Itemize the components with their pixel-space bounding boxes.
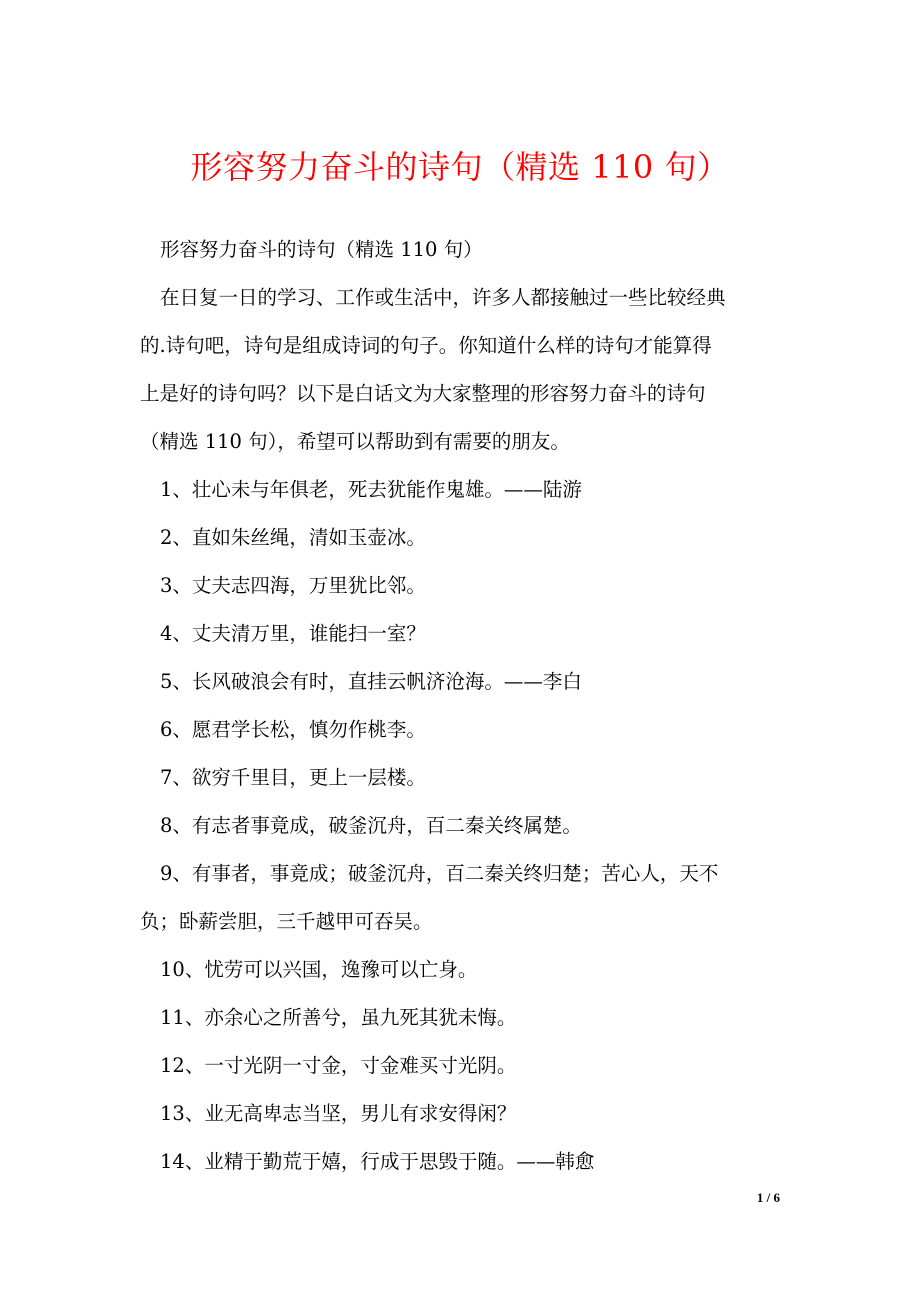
list-item: 8、有志者事竟成，破釜沉舟，百二秦关终属楚。 xyxy=(160,814,582,837)
list-item: 11、亦余心之所善兮，虽九死其犹未悔。 xyxy=(160,1006,517,1029)
subtitle: 形容努力奋斗的诗句（精选 110 句） xyxy=(160,238,483,261)
intro-line: 的.诗句吧，诗句是组成诗词的句子。你知道什么样的诗句才能算得 xyxy=(140,334,712,357)
list-item: 3、丈夫志四海，万里犹比邻。 xyxy=(160,574,426,597)
list-item: 2、直如朱丝绳，清如玉壶冰。 xyxy=(160,526,426,549)
document-body xyxy=(140,226,783,1186)
intro-line: 在日复一日的学习、工作或生活中，许多人都接触过一些比较经典 xyxy=(160,286,726,309)
list-item: 5、长风破浪会有时，直挂云帆济沧海。——李白 xyxy=(160,670,582,693)
list-item: 13、业无高卑志当坚，男儿有求安得闲？ xyxy=(160,1102,517,1125)
intro-line: （精选 110 句），希望可以帮助到有需要的朋友。 xyxy=(140,430,570,453)
intro-line: 上是好的诗句吗？以下是白话文为大家整理的形容努力奋斗的诗句 xyxy=(140,382,706,405)
list-item-continuation: 负；卧薪尝胆，三千越甲可吞吴。 xyxy=(140,910,433,933)
list-item: 10、忧劳可以兴国，逸豫可以亡身。 xyxy=(160,958,478,981)
page-title: 形容努力奋斗的诗句（精选 110 句） xyxy=(190,148,730,186)
list-item: 12、一寸光阴一寸金，寸金难买寸光阴。 xyxy=(160,1054,517,1077)
list-item: 14、业精于勤荒于嬉，行成于思毁于随。——韩愈 xyxy=(160,1150,595,1173)
page-number: 1 / 6 xyxy=(756,1190,780,1205)
list-item: 1、壮心未与年俱老，死去犹能作鬼雄。——陆游 xyxy=(160,478,582,501)
list-item: 7、欲穷千里目，更上一层楼。 xyxy=(160,766,426,789)
list-item: 6、愿君学长松，慎勿作桃李。 xyxy=(160,718,426,741)
list-item: 9、有事者，事竟成；破釜沉舟，百二秦关终归楚；苦心人，天不 xyxy=(160,862,719,885)
list-item: 4、丈夫清万里，谁能扫一室？ xyxy=(160,622,426,645)
